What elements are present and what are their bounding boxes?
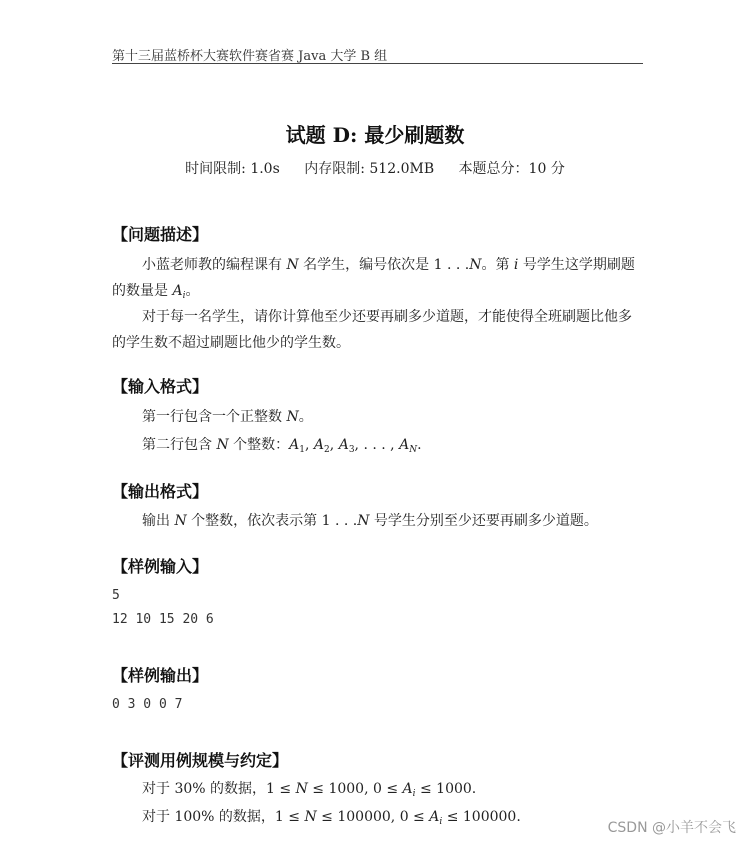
input-line-1 (112, 404, 644, 430)
text: 对于 30% 的数据，1 ≤ (142, 781, 292, 797)
csdn-watermark: CSDN @小羊不会飞 (607, 820, 736, 836)
math-A: A (429, 809, 440, 825)
text: ≤ 1000, 0 ≤ (312, 781, 399, 797)
math-sequence: $A_1$, $A_2$, $A_3$, . . . , $A_N$ (289, 437, 418, 455)
sample-input-line-2: 12 10 15 20 6 (112, 612, 214, 627)
text: 。 (298, 409, 313, 425)
text: ≤ 100000, 0 ≤ (321, 809, 425, 825)
header-rule (112, 63, 643, 64)
math-N: N (286, 257, 299, 273)
section-sample-output: 【样例输出】 (112, 666, 209, 685)
math-subscript-i: i (439, 817, 443, 827)
text: 。 (185, 283, 200, 299)
text: 。第 (481, 257, 510, 273)
sample-output-line-1: 0 3 0 0 7 (112, 697, 183, 712)
output-line (112, 508, 644, 534)
text: 第一行包含一个正整数 (142, 409, 282, 425)
section-constraints: 【评测用例规模与约定】 (112, 751, 289, 770)
text: 第二行包含 (142, 437, 212, 453)
problem-title: 试题 D: 最少刷题数 (285, 123, 465, 147)
input-line-2 (112, 432, 644, 458)
text: ≤ 1000. (420, 781, 477, 797)
math-N: N (286, 409, 299, 425)
math-N: N (469, 257, 482, 273)
math-N: N (174, 513, 187, 529)
math-N: N (304, 809, 317, 825)
page-header: 第十三届蓝桥杯大赛软件赛省赛 Java 大学 B 组 (112, 49, 388, 64)
section-input: 【输入格式】 (112, 377, 209, 396)
text: 小蓝老师教的编程课有 (142, 257, 282, 273)
math-N: N (216, 437, 229, 453)
total-score: 本题总分：10 分 (458, 161, 565, 177)
constraint-100 (112, 804, 644, 830)
sample-input-line-1: 5 (112, 588, 120, 603)
math-A: A (172, 283, 183, 299)
text: 输出 (142, 513, 170, 529)
text: 名学生，编号依次是 1 . . . (303, 257, 470, 273)
text: 个整数，依次表示第 1 . . . (191, 513, 358, 529)
math-subscript-i: i (182, 291, 186, 301)
math-subscript-i: i (412, 789, 416, 799)
math-A: A (402, 781, 413, 797)
math-i: i (513, 257, 519, 273)
math-N: N (295, 781, 308, 797)
constraint-30 (112, 776, 644, 802)
memory-limit: 内存限制: 512.0MB (304, 161, 435, 177)
text: 个整数： (233, 437, 290, 453)
section-sample-input: 【样例输入】 (112, 557, 209, 576)
time-limit: 时间限制: 1.0s (185, 161, 280, 177)
text: 对于 100% 的数据，1 ≤ (142, 809, 301, 825)
text: 号学生这学期刷题的数量是 (112, 257, 635, 299)
text: . (417, 437, 422, 453)
math-N: N (357, 513, 370, 529)
section-problem: 【问题描述】 (112, 225, 209, 244)
problem-paragraph-1 (112, 252, 644, 304)
problem-paragraph-2: 对于每一名学生，请你计算他至少还要再刷多少道题，才能使得全班刷题比他多的学生数不超过刷题比他少的学生数。 (112, 309, 632, 351)
text: 号学生分别至少还要再刷多少道题。 (373, 513, 598, 529)
section-output: 【输出格式】 (112, 482, 209, 501)
text: ≤ 100000. (446, 809, 521, 825)
limits-line (0, 158, 750, 178)
